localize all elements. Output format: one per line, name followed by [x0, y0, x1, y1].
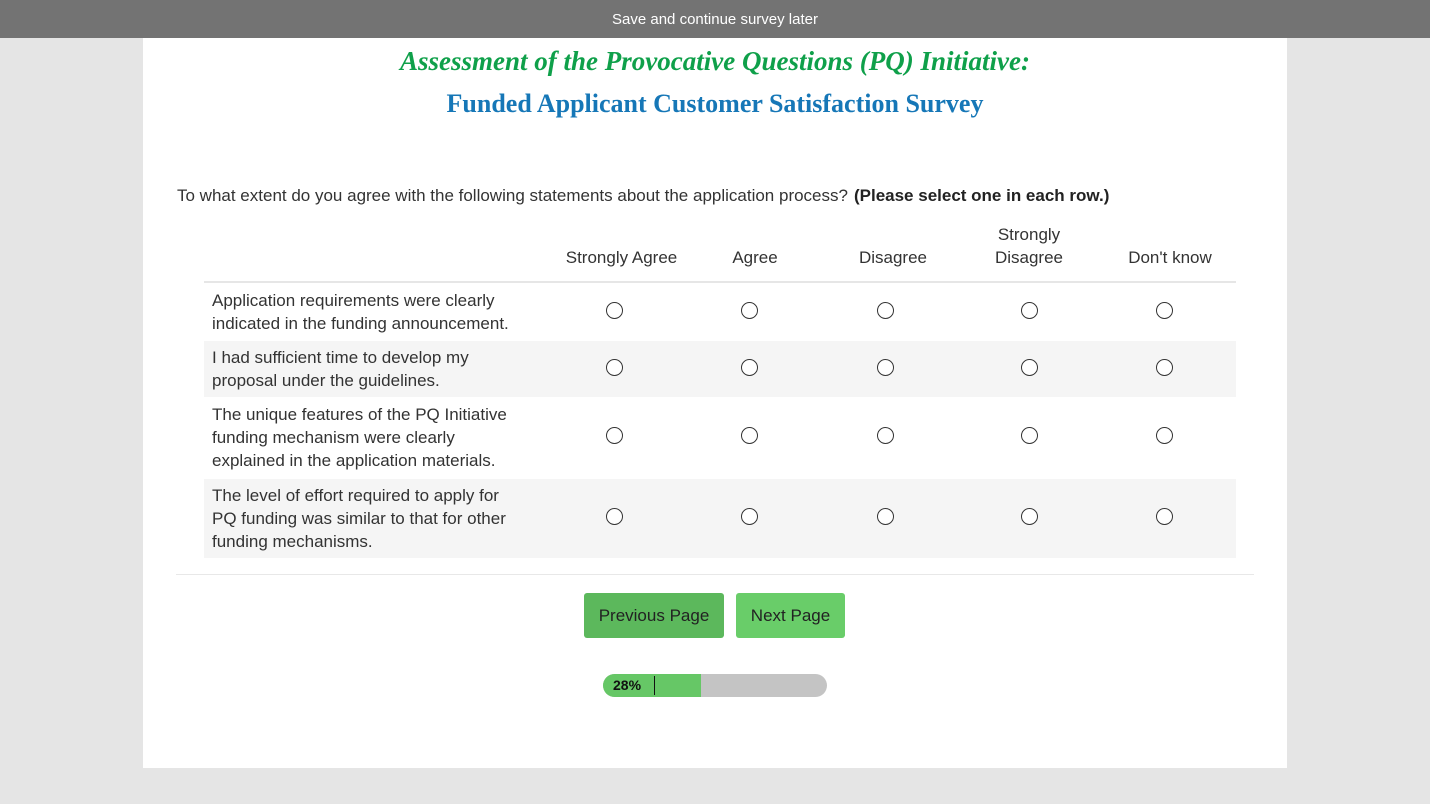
column-header-strongly-agree: Strongly Agree [565, 248, 678, 267]
top-bar [0, 0, 1430, 38]
survey-subtitle: Funded Applicant Customer Satisfaction Survey [446, 89, 984, 118]
radio-disagree[interactable] [877, 427, 894, 444]
column-header-disagree: Disagree [858, 248, 928, 267]
matrix-question-grid [204, 218, 1236, 559]
radio-dont-know[interactable] [1156, 427, 1173, 444]
section-divider [176, 574, 1254, 575]
radio-disagree[interactable] [877, 359, 894, 376]
row-statement: The level of effort required to apply for PQ funding was similar to that for other funding mechanisms. [212, 486, 506, 551]
matrix-row-1 [204, 283, 1236, 341]
radio-strongly-agree[interactable] [606, 427, 623, 444]
question-instruction: (Please select one in each row.) [853, 186, 1110, 205]
radio-strongly-disagree[interactable] [1021, 302, 1038, 319]
progress-label: 28% [613, 677, 642, 693]
radio-strongly-agree[interactable] [606, 359, 623, 376]
radio-agree[interactable] [741, 302, 758, 319]
row-statement: Application requirements were clearly indicated in the funding announcement. [212, 291, 509, 333]
matrix-row-2 [204, 341, 1236, 398]
radio-dont-know[interactable] [1156, 508, 1173, 525]
matrix-header-row [204, 218, 1236, 283]
column-header-agree: Agree [732, 248, 778, 267]
radio-strongly-disagree[interactable] [1021, 508, 1038, 525]
radio-disagree[interactable] [877, 302, 894, 319]
next-page-button[interactable]: Next Page [736, 593, 845, 638]
radio-disagree[interactable] [877, 508, 894, 525]
radio-strongly-agree[interactable] [606, 302, 623, 319]
radio-dont-know[interactable] [1156, 302, 1173, 319]
radio-dont-know[interactable] [1156, 359, 1173, 376]
column-header-dont-know: Don't know [1128, 248, 1212, 267]
previous-page-button[interactable]: Previous Page [584, 593, 724, 638]
question-prompt [177, 186, 1109, 206]
save-continue-later-link[interactable]: Save and continue survey later [612, 10, 818, 28]
row-statement: The unique features of the PQ Initiative funding mechanism were clearly explained in the application materials. [212, 405, 507, 470]
radio-agree[interactable] [741, 508, 758, 525]
column-header-strongly-disagree: Strongly Disagree [994, 225, 1064, 267]
radio-strongly-disagree[interactable] [1021, 359, 1038, 376]
row-statement: I had sufficient time to develop my proposal under the guidelines. [212, 348, 469, 390]
survey-panel [143, 38, 1287, 768]
question-text: To what extent do you agree with the following statements about the application process? [177, 186, 848, 205]
radio-agree[interactable] [741, 359, 758, 376]
progress-bar [603, 674, 827, 697]
progress-marker [654, 676, 655, 695]
matrix-row-3 [204, 398, 1236, 479]
radio-agree[interactable] [741, 427, 758, 444]
survey-title: Assessment of the Provocative Questions (PQ) Initiative: [400, 46, 1030, 76]
matrix-row-4 [204, 479, 1236, 559]
radio-strongly-agree[interactable] [606, 508, 623, 525]
radio-strongly-disagree[interactable] [1021, 427, 1038, 444]
